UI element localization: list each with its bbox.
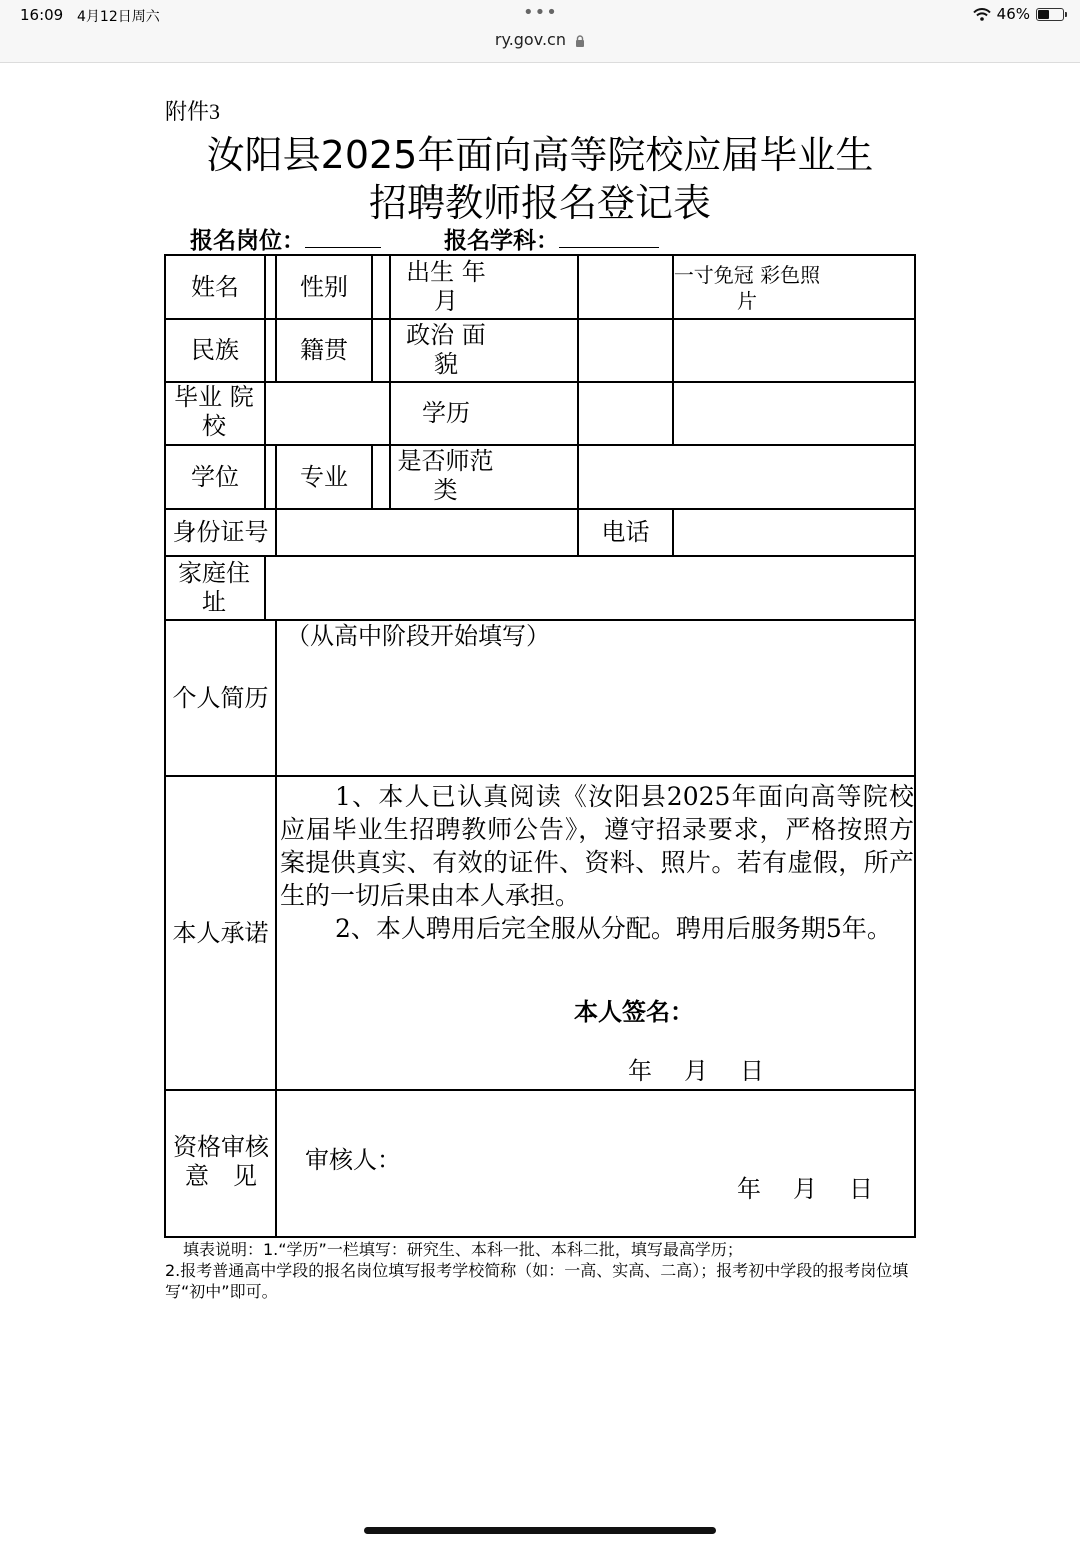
review-date: 年 月 日 — [737, 1175, 877, 1203]
label-gender: 性别 — [300, 272, 348, 301]
label-phone: 电话 — [601, 518, 650, 546]
label-education: 学历 — [422, 399, 470, 427]
input-education[interactable] — [579, 383, 672, 444]
battery-level — [1038, 10, 1049, 19]
apply-subject — [444, 222, 659, 255]
input-id-number[interactable] — [277, 510, 577, 555]
commitment-text — [280, 780, 914, 945]
label-name: 姓名 — [191, 272, 239, 301]
status-right — [973, 5, 1064, 23]
status-date: 4月12日周六 — [77, 9, 160, 25]
label-degree: 学位 — [191, 462, 239, 491]
input-phone[interactable] — [674, 510, 914, 555]
apply-subject-label: 报名学科： — [444, 228, 559, 254]
signature-field[interactable] — [700, 998, 910, 1030]
title-line-2: 招聘教师报名登记表 — [368, 181, 711, 225]
attachment-label: 附件3 — [165, 99, 221, 124]
signature-label: 本人签名： — [574, 998, 694, 1026]
apply-position-blank[interactable] — [305, 225, 381, 248]
wifi-icon — [973, 8, 991, 21]
photo-box[interactable] — [674, 292, 914, 318]
fill-instructions — [165, 1239, 917, 1302]
battery-icon — [1036, 8, 1064, 21]
label-political: 政治 面貌 — [406, 321, 486, 378]
input-school[interactable] — [266, 383, 389, 444]
label-normal-major: 是否师范类 — [397, 447, 494, 504]
status-time: 16:09 — [20, 6, 64, 24]
review-opinion-field[interactable] — [395, 1140, 725, 1180]
label-ethnicity: 民族 — [191, 336, 239, 364]
commitment-paragraph-1: 1、本人已认真阅读《汝阳县2025年面向高等院校应届毕业生招聘教师公告》，遵守招录要求，严格按照方案提供真实、有效的证件、资料、照片。若有虚假，所产生的一切后果由本人承担。 — [280, 782, 914, 910]
commitment-paragraph-2: 2、本人聘用后完全服从分配。聘用后服务期5年。 — [335, 914, 892, 943]
lock-icon — [575, 35, 585, 47]
label-id-number: 身份证号 — [172, 518, 269, 546]
apply-subject-blank[interactable] — [559, 225, 659, 248]
home-indicator[interactable] — [364, 1527, 716, 1534]
commitment-date: 年 月 日 — [628, 1057, 768, 1085]
label-photo: 一寸免冠 彩色照片 — [673, 263, 821, 313]
note-line-2: 2.报考普通高中学段的报名岗位填写报考学校简称（如：一高、实高、二高）；报考初中学段的报考岗位填写“初中”即可。 — [165, 1261, 909, 1301]
input-resume[interactable] — [277, 655, 914, 775]
reviewer-label: 审核人： — [305, 1146, 401, 1174]
label-review: 资格审核意 见 — [173, 1133, 269, 1190]
url-text: ry.gov.cn — [494, 30, 566, 49]
apply-position — [190, 222, 381, 255]
label-major: 专业 — [300, 462, 348, 491]
label-native-place: 籍贯 — [300, 336, 348, 364]
resume-hint: （从高中阶段开始填写） — [286, 622, 550, 650]
label-address: 家庭住址 — [178, 559, 250, 616]
label-commitment: 本人承诺 — [172, 918, 269, 947]
note-line-1: 填表说明：1.“学历”一栏填写：研究生、本科一批、本科二批，填写最高学历； — [183, 1240, 743, 1259]
status-bar — [0, 0, 1080, 63]
input-birth[interactable] — [579, 256, 672, 318]
battery-percent: 46% — [996, 5, 1030, 23]
more-options-icon[interactable]: ••• — [523, 2, 558, 23]
label-resume: 个人简历 — [172, 683, 269, 712]
apply-position-label: 报名岗位： — [190, 228, 305, 254]
label-school: 毕业 院校 — [174, 383, 254, 440]
label-birth: 出生 年月 — [406, 258, 486, 315]
input-political[interactable] — [579, 320, 672, 381]
title-line-1: 汝阳县2025年面向高等院校应届毕业生 — [206, 133, 874, 177]
input-normal-major[interactable] — [579, 446, 914, 508]
input-address[interactable] — [266, 557, 914, 619]
address-bar[interactable] — [0, 30, 1080, 49]
